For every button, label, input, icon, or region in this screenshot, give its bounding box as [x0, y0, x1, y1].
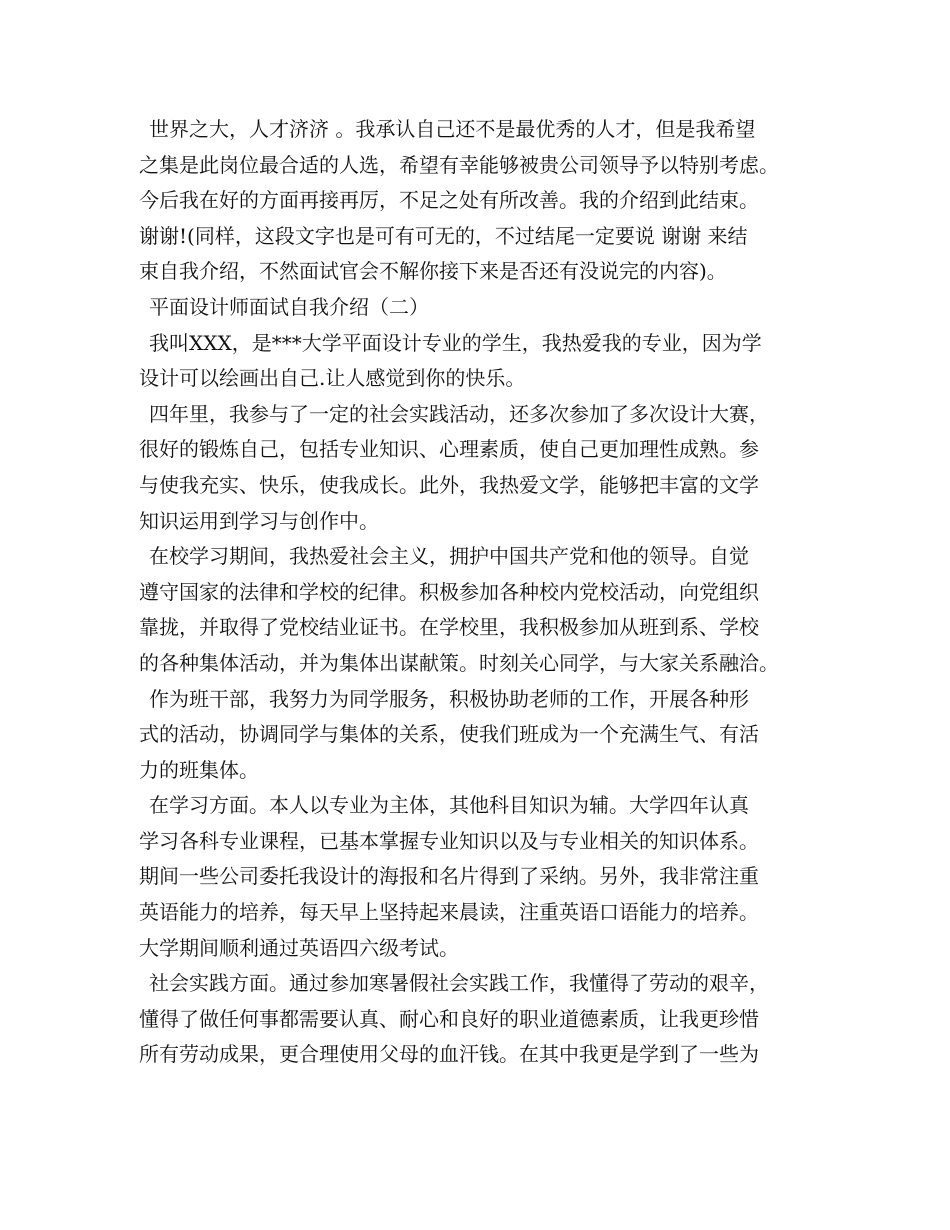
- text-line: 社会实践方面。通过参加寒暑假社会实践工作，我懂得了劳动的艰辛，: [149, 971, 769, 996]
- text-line: 所有劳动成果，更合理使用父母的血汗钱。在其中我更是学到了一些为: [139, 1042, 759, 1067]
- text-line: 的各种集体活动，并为集体出谋献策。时刻关心同学，与大家关系融洽。: [139, 650, 779, 675]
- text-line: 学习各科专业课程，已基本掌握专业知识以及与专业相关的知识体系。: [139, 828, 759, 853]
- text-line: 平面设计师面试自我介绍（二）: [149, 294, 429, 319]
- text-line: 今后我在好的方面再接再厉，不足之处有所改善。我的介绍到此结束。: [139, 188, 759, 213]
- text-line: 束自我介绍，不然面试官会不解你接下来是否还有没说完的内容)。: [139, 259, 727, 284]
- text-line: 知识运用到学习与创作中。: [139, 508, 379, 533]
- document-body: [139, 112, 819, 1073]
- text-line: 大学期间顺利通过英语四六级考试。: [139, 935, 459, 960]
- text-line: 式的活动，协调同学与集体的关系，使我们班成为一个充满生气、有活: [139, 722, 759, 747]
- text-line: 世界之大，人才济济 。我承认自己还不是最优秀的人才，但是我希望: [149, 117, 756, 141]
- text-line: 懂得了做任何事都需要认真、耐心和良好的职业道德素质，让我更珍惜: [139, 1006, 759, 1031]
- text-line: 设计可以绘画出自己.让人感觉到你的快乐。: [139, 366, 526, 391]
- text-line: 英语能力的培养，每天早上坚持起来晨读，注重英语口语能力的培养。: [139, 900, 759, 925]
- text-line: 之集是此岗位最合适的人选，希望有幸能够被贵公司领导予以特别考虑。: [139, 152, 779, 177]
- text-line: 作为班干部，我努力为同学服务，积极协助老师的工作，开展各种形: [149, 686, 749, 711]
- text-line: 很好的锻炼自己，包括专业知识、心理素质，使自己更加理性成熟。参: [139, 437, 759, 462]
- text-line: 遵守国家的法律和学校的纪律。积极参加各种校内党校活动，向党组织: [139, 579, 759, 604]
- text-line: 谢谢!(同样，这段文字也是可有可无的，不过结尾一定要说 谢谢 来结: [139, 223, 748, 248]
- text-line: 期间一些公司委托我设计的海报和名片得到了采纳。另外，我非常注重: [139, 864, 759, 889]
- text-line: 四年里，我参与了一定的社会实践活动，还多次参加了多次设计大赛，: [149, 401, 769, 426]
- text-line: 在校学习期间，我热爱社会主义，拥护中国共产党和他的领导。自觉: [149, 544, 749, 569]
- text-line: 与使我充实、快乐，使我成长。此外，我热爱文学，能够把丰富的文学: [139, 472, 759, 497]
- text-line: 在学习方面。本人以专业为主体，其他科目知识为辅。大学四年认真: [149, 793, 749, 818]
- text-line: 靠拢，并取得了党校结业证书。在学校里，我积极参加从班到系、学校: [139, 615, 759, 640]
- text-line: 力的班集体。: [139, 757, 259, 782]
- text-line: 我叫XXX，是***大学平面设计专业的学生，我热爱我的专业，因为学: [149, 330, 762, 355]
